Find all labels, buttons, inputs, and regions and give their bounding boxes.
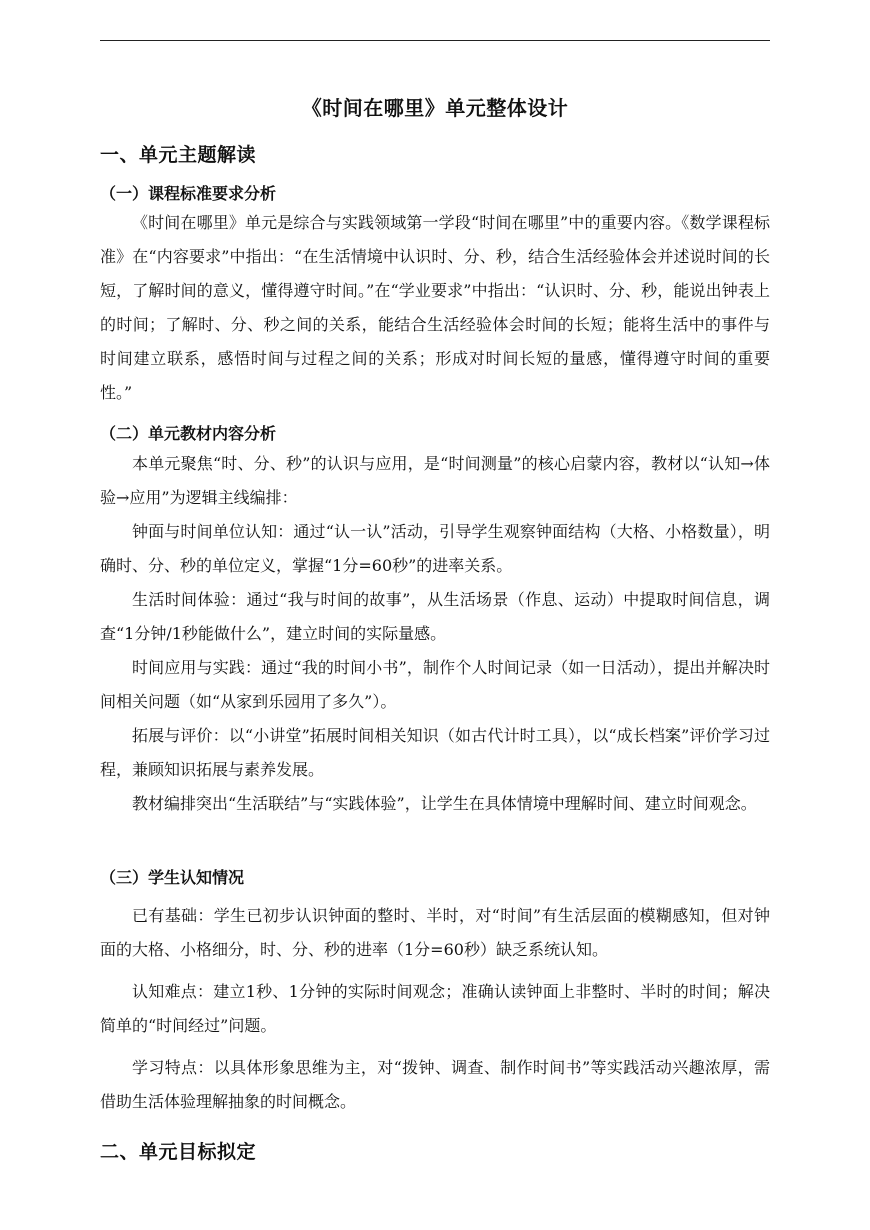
subsection-heading-2: （二）单元教材内容分析 bbox=[100, 424, 277, 443]
paragraph-prior-knowledge: 已有基础：学生已初步认识钟面的整时、半时，对“时间”有生活层面的模糊感知，但对钟面的大格、小格细分，时、分、秒的进率（1分=60秒）缺乏系统认知。 bbox=[100, 906, 770, 959]
paragraph-unit-focus: 本单元聚焦“时、分、秒”的认识与应用，是“时间测量”的核心启蒙内容，教材以“认知→体验→应用”为逻辑主线编排： bbox=[100, 454, 770, 507]
header-rule bbox=[100, 40, 770, 41]
paragraph-life-experience: 生活时间体验：通过“我与时间的故事”，从生活场景（作息、运动）中提取时间信息，调查“1分钟/1秒能做什么”，建立时间的实际量感。 bbox=[100, 590, 770, 643]
paragraph-difficulties: 认知难点：建立1秒、1分钟的实际时间观念；准确认读钟面上非整时、半时的时间；解决简单的“时间经过”问题。 bbox=[100, 982, 770, 1035]
subsection-heading-1: （一）课程标准要求分析 bbox=[100, 184, 277, 203]
paragraph-clock-face: 钟面与时间单位认知：通过“认一认”活动，引导学生观察钟面结构（大格、小格数量），明确时、分、秒的单位定义，掌握“1分=60秒”的进率关系。 bbox=[100, 522, 770, 575]
subsection-heading-3: （三）学生认知情况 bbox=[100, 868, 245, 887]
section-heading-1: 一、单元主题解读 bbox=[100, 144, 257, 166]
paragraph-application: 时间应用与实践：通过“我的时间小书”，制作个人时间记录（如一日活动），提出并解决时间相关问题（如“从家到乐园用了多久”）。 bbox=[100, 658, 770, 711]
paragraph-curriculum-standard: 《时间在哪里》单元是综合与实践领域第一学段“时间在哪里”中的重要内容。《数学课程标准》在“内容要求”中指出：“在生活情境中认识时、分、秒，结合生活经验体会并述说时间的长短，了解时间的意义，懂得遵守时间。”在“学业要求”中指出：“认识时、分、秒，能说出钟表上的时间；了解时、分、秒之间的关系，能结合生活经验体会时间的长短；能将生活中的事件与时间建立联系，感悟时间与过程之间的关系；形成对时间长短的量感，懂得遵守时间的重要性。” bbox=[100, 213, 770, 402]
paragraph-learning-traits: 学习特点：以具体形象思维为主，对“拨钟、调查、制作时间书”等实践活动兴趣浓厚，需借助生活体验理解抽象的时间概念。 bbox=[100, 1058, 770, 1111]
paragraph-extension: 拓展与评价：以“小讲堂”拓展时间相关知识（如古代计时工具），以“成长档案”评价学习过程，兼顾知识拓展与素养发展。 bbox=[100, 726, 770, 779]
section-heading-2: 二、单元目标拟定 bbox=[100, 1141, 257, 1163]
paragraph-arrangement: 教材编排突出“生活联结”与“实践体验”，让学生在具体情境中理解时间、建立时间观念。 bbox=[132, 794, 757, 813]
document-title: 《时间在哪里》单元整体设计 bbox=[301, 96, 569, 120]
